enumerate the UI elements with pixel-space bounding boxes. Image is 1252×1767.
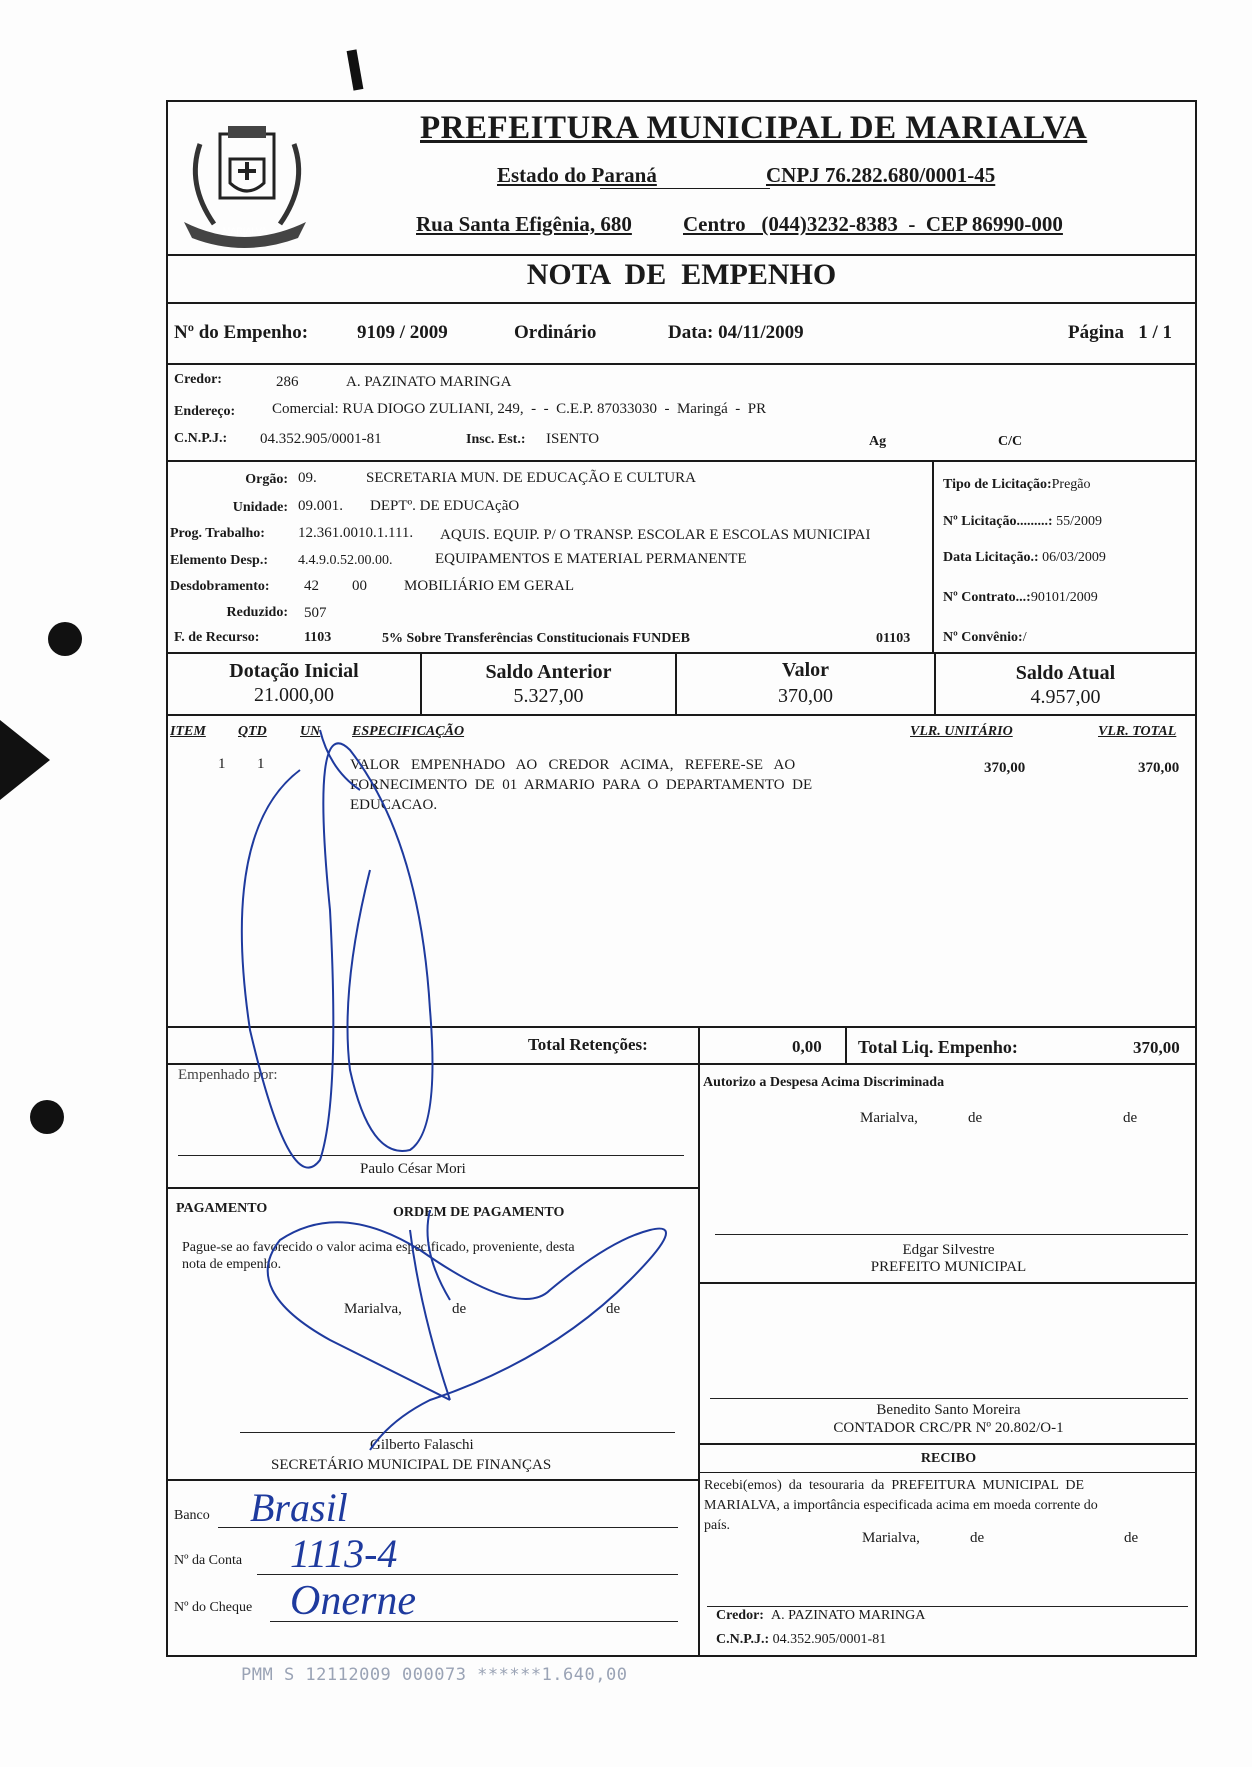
empenhado-signature-line bbox=[178, 1155, 684, 1156]
col-header-vlr-unitario: VLR. UNITÁRIO bbox=[910, 724, 1013, 739]
recibo-text-3: país. bbox=[704, 1518, 731, 1533]
recibo-de-1: de bbox=[970, 1530, 985, 1546]
recurso-code-2: 01103 bbox=[876, 631, 911, 646]
cc-label: C/C bbox=[998, 434, 1023, 449]
licitacao-contrato bbox=[943, 590, 1098, 606]
divider bbox=[166, 363, 1197, 365]
licitacao-data-value: 06/03/2009 bbox=[1042, 550, 1106, 565]
desdobramento-name: MOBILIÁRIO EM GERAL bbox=[404, 578, 574, 594]
coat-of-arms-emblem bbox=[170, 104, 320, 254]
lower-vertical-divider bbox=[698, 1063, 700, 1657]
recibo-signature-line bbox=[707, 1606, 1188, 1607]
pagamento-place: Marialva, bbox=[344, 1301, 402, 1317]
cheque-label: Nº do Cheque bbox=[174, 1600, 253, 1615]
recibo-credor-label: Credor: bbox=[716, 1608, 764, 1623]
orgao-label: Orgão: bbox=[245, 472, 288, 487]
prog-label: Prog. Trabalho: bbox=[170, 526, 265, 541]
col-header-item: ITEM bbox=[170, 724, 206, 739]
reduzido-label: Reduzido: bbox=[226, 605, 288, 620]
punch-hole-bottom bbox=[30, 1100, 64, 1134]
doc-title: NOTA DE EMPENHO bbox=[526, 258, 837, 291]
col-header-vlr-total: VLR. TOTAL bbox=[1098, 724, 1177, 739]
divider bbox=[166, 1187, 698, 1189]
cheque-value: Onerne bbox=[290, 1578, 416, 1624]
divider bbox=[166, 1479, 698, 1481]
pagamento-text-2: nota de empenho. bbox=[182, 1257, 282, 1272]
row-desc-line-3: EDUCACAO. bbox=[350, 797, 438, 813]
row-total: 370,00 bbox=[1138, 760, 1180, 776]
header-underline bbox=[600, 188, 770, 189]
header-cnpj: CNPJ 76.282.680/0001-45 bbox=[766, 163, 996, 187]
divider bbox=[166, 714, 1197, 716]
row-desc-line-1: VALOR EMPENHADO AO CREDOR ACIMA, REFERE-SE AO bbox=[350, 757, 796, 773]
scan-mark bbox=[0, 720, 50, 800]
licitacao-numero-label: Nº Licitação.........: bbox=[943, 514, 1053, 529]
recibo-cnpj-label: C.N.P.J.: bbox=[716, 1632, 770, 1647]
header-street: Rua Santa Efigênia, 680 bbox=[416, 212, 632, 236]
address-label: Endereço: bbox=[174, 404, 236, 419]
divider bbox=[166, 1026, 1197, 1028]
empenhado-name: Paulo César Mori bbox=[360, 1161, 466, 1177]
autorizo-signature-line bbox=[715, 1234, 1188, 1235]
unidade-code: 09.001. bbox=[298, 498, 343, 514]
recibo-de-2: de bbox=[1124, 1530, 1139, 1546]
reduzido-value: 507 bbox=[304, 605, 327, 621]
licitacao-convenio-label: Nº Convênio: bbox=[943, 630, 1023, 645]
recibo-credor bbox=[716, 1608, 925, 1624]
unidade-label: Unidade: bbox=[232, 500, 288, 515]
orgao-code: 09. bbox=[298, 470, 317, 486]
empenho-type: Ordinário bbox=[514, 322, 597, 343]
desd-b: 00 bbox=[352, 578, 367, 594]
pagamento-de-1: de bbox=[452, 1301, 467, 1317]
row-item: 1 bbox=[218, 756, 226, 772]
saldo-atual-value: 4.957,00 bbox=[1030, 686, 1101, 708]
unidade-name: DEPTº. DE EDUCAçãO bbox=[370, 498, 520, 514]
divider bbox=[166, 652, 1197, 654]
orgao-name: SECRETARIA MUN. DE EDUCAÇÃO E CULTURA bbox=[366, 470, 696, 486]
empenho-page: Página 1 / 1 bbox=[1068, 322, 1172, 343]
recurso-label: F. de Recurso: bbox=[174, 630, 260, 645]
saldo-anterior-value: 5.327,00 bbox=[513, 685, 584, 707]
licitacao-numero bbox=[943, 514, 1102, 530]
summary-divider-1 bbox=[698, 1026, 700, 1064]
autorizo-label: Autorizo a Despesa Acima Discriminada bbox=[703, 1075, 945, 1090]
autorizo-de-2: de bbox=[1123, 1110, 1138, 1126]
pagamento-text-1: Pague-se ao favorecido o valor acima especificado, proveniente, desta bbox=[182, 1240, 575, 1255]
contador-name: Benedito Santo Moreira bbox=[876, 1402, 1021, 1418]
divider bbox=[166, 460, 1197, 462]
autorizo-role: PREFEITO MUNICIPAL bbox=[870, 1259, 1027, 1275]
liquido-label: Total Liq. Empenho: bbox=[858, 1037, 1018, 1057]
recibo-cnpj bbox=[716, 1632, 886, 1648]
conta-value: 1113-4 bbox=[290, 1531, 398, 1576]
empenho-number-label: Nº do Empenho: bbox=[174, 322, 309, 343]
valor-label: Valor bbox=[781, 659, 830, 681]
recibo-cnpj-value: 04.352.905/0001-81 bbox=[772, 1632, 887, 1647]
pagamento-de-2: de bbox=[606, 1301, 621, 1317]
contador-role: CONTADOR CRC/PR Nº 20.802/O-1 bbox=[833, 1420, 1064, 1436]
elemento-name: EQUIPAMENTOS E MATERIAL PERMANENTE bbox=[435, 551, 747, 567]
liquido-value: 370,00 bbox=[1133, 1038, 1180, 1057]
retencoes-value: 0,00 bbox=[792, 1037, 822, 1056]
divider bbox=[698, 1443, 1197, 1445]
licitacao-contrato-value: 90101/2009 bbox=[1030, 590, 1098, 605]
recurso-code: 1103 bbox=[304, 630, 332, 645]
autorizo-name: Edgar Silvestre bbox=[902, 1242, 995, 1258]
svg-text:MARIALVA: MARIALVA bbox=[222, 226, 268, 236]
banco-value: Brasil bbox=[250, 1485, 348, 1530]
insc-label: Insc. Est.: bbox=[466, 432, 526, 447]
header-title: PREFEITURA MUNICIPAL DE MARIALVA bbox=[420, 110, 1088, 146]
divider bbox=[698, 1282, 1197, 1284]
row-desc-line-2: FORNECIMENTO DE 01 ARMARIO PARA O DEPARTAMENTO DE bbox=[350, 777, 813, 793]
prog-code: 12.361.0010.1.111. bbox=[298, 525, 414, 541]
bank-stamp: PMM S 12112009 000073 ******1.640,00 bbox=[241, 1665, 628, 1685]
empenho-date: Data: 04/11/2009 bbox=[668, 322, 804, 343]
desd-a: 42 bbox=[304, 578, 319, 594]
credor-name: A. PAZINATO MARINGA bbox=[346, 374, 512, 390]
licitacao-tipo-label: Tipo de Licitação: bbox=[943, 477, 1052, 492]
cnpj-label: C.N.P.J.: bbox=[174, 431, 228, 446]
row-qtd: 1 bbox=[257, 756, 265, 772]
elemento-label: Elemento Desp.: bbox=[170, 553, 268, 568]
licitacao-data-label: Data Licitação.: bbox=[943, 550, 1039, 565]
col-header-un: UN bbox=[300, 724, 321, 739]
insc-value: ISENTO bbox=[546, 431, 600, 447]
divider bbox=[166, 254, 1197, 256]
empenho-number: 9109 / 2009 bbox=[357, 322, 448, 343]
retencoes-label: Total Retenções: bbox=[528, 1035, 648, 1054]
punch-hole-top bbox=[48, 622, 82, 656]
header-contact: Centro (044)3232-8383 - CEP 86990-000 bbox=[683, 212, 1063, 236]
pagamento-name: Gilberto Falaschi bbox=[370, 1437, 474, 1453]
budget-vertical-divider bbox=[932, 460, 934, 653]
licitacao-contrato-label: Nº Contrato...: bbox=[943, 590, 1031, 605]
recibo-credor-value: A. PAZINATO MARINGA bbox=[770, 1608, 926, 1623]
ag-label: Ag bbox=[869, 434, 887, 449]
recibo-place: Marialva, bbox=[862, 1530, 920, 1546]
valor-value: 370,00 bbox=[778, 685, 833, 707]
prog-name: AQUIS. EQUIP. P/ O TRANSP. ESCOLAR E ESCOLAS MUNICIPAI bbox=[440, 527, 871, 543]
licitacao-convenio bbox=[943, 630, 1027, 646]
credor-code: 286 bbox=[276, 374, 299, 390]
pagamento-label: PAGAMENTO bbox=[176, 1201, 268, 1216]
banco-label: Banco bbox=[174, 1508, 210, 1523]
conta-label: Nº da Conta bbox=[174, 1553, 243, 1568]
divider bbox=[166, 1063, 1197, 1065]
dotacao-value: 21.000,00 bbox=[254, 684, 334, 706]
licitacao-tipo-value: Pregão bbox=[1051, 477, 1091, 492]
licitacao-convenio-value: / bbox=[1022, 630, 1027, 645]
divider bbox=[698, 1472, 1197, 1473]
saldo-anterior-label: Saldo Anterior bbox=[485, 661, 612, 683]
contador-signature-line bbox=[710, 1398, 1188, 1399]
pagamento-role: SECRETÁRIO MUNICIPAL DE FINANÇAS bbox=[271, 1457, 552, 1473]
row-unit-price: 370,00 bbox=[984, 760, 1026, 776]
licitacao-tipo bbox=[943, 477, 1091, 493]
col-header-especificacao: ESPECIFICAÇÃO bbox=[352, 724, 465, 739]
credor-label: Credor: bbox=[174, 372, 222, 387]
divider bbox=[166, 302, 1197, 304]
pagamento-signature-line bbox=[240, 1432, 675, 1433]
recibo-text-1: Recebi(emos) da tesouraria da PREFEITURA MUNICIPAL DE bbox=[704, 1478, 1085, 1493]
cnpj-value: 04.352.905/0001-81 bbox=[260, 431, 382, 447]
summary-divider-2 bbox=[845, 1026, 847, 1064]
empenhado-label: Empenhado por: bbox=[178, 1067, 278, 1083]
saldo-atual-label: Saldo Atual bbox=[1015, 662, 1116, 684]
autorizo-de-1: de bbox=[968, 1110, 983, 1126]
dotacao-label: Dotação Inicial bbox=[229, 660, 359, 682]
autorizo-place: Marialva, bbox=[860, 1110, 918, 1126]
recibo-text-2: MARIALVA, a importância especificada acima em moeda corrente do bbox=[704, 1498, 1098, 1513]
recibo-title: RECIBO bbox=[920, 1451, 977, 1466]
recurso-name: 5% Sobre Transferências Constitucionais FUNDEB bbox=[382, 631, 691, 646]
desdobramento-label: Desdobramento: bbox=[170, 579, 270, 594]
elemento-code: 4.4.9.0.52.00.00. bbox=[298, 553, 393, 568]
header-state: Estado do Paraná bbox=[497, 163, 657, 187]
ordem-label: ORDEM DE PAGAMENTO bbox=[393, 1205, 565, 1220]
licitacao-data bbox=[943, 550, 1106, 566]
address-value: Comercial: RUA DIOGO ZULIANI, 249, - - C.E.P. 87033030 - Maringá - PR bbox=[272, 401, 767, 417]
scan-mark-top bbox=[347, 49, 364, 90]
licitacao-numero-value: 55/2009 bbox=[1056, 514, 1102, 529]
col-header-qtd: QTD bbox=[238, 724, 267, 739]
